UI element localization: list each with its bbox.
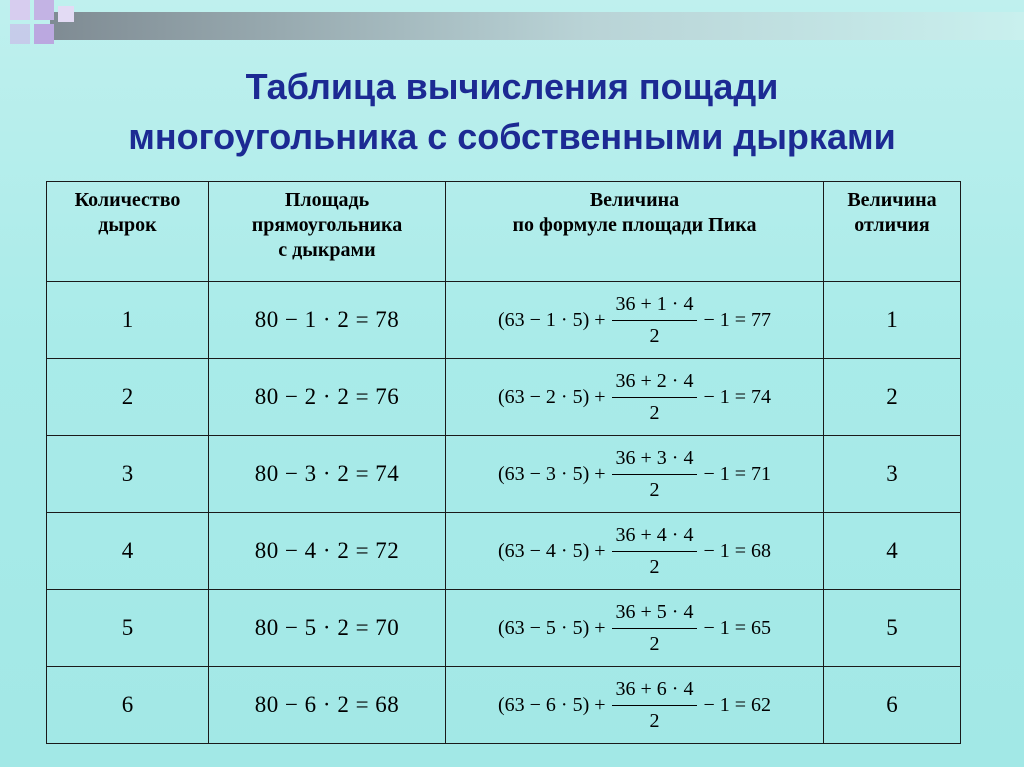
cell-area: 80 − 1 · 2 = 78 — [209, 282, 446, 359]
table-row — [47, 667, 961, 744]
cell-holes: 3 — [47, 436, 209, 513]
table-row — [47, 436, 961, 513]
cell-area: 80 − 5 · 2 = 70 — [209, 590, 446, 667]
slide-title-line-1: Таблица вычисления пощади — [245, 66, 779, 107]
calculation-table — [46, 181, 961, 744]
decor-square — [10, 0, 30, 20]
fraction: $\frac{36 + 4 \cdot 4}{2}$ — [612, 521, 698, 582]
cell-holes: 4 — [47, 513, 209, 590]
cell-pick-formula: (63 − 5 · 5) + $\frac{36 + 5 \cdot 4}{2}$ − 1 = 65 — [446, 590, 824, 667]
header-rectangle-area: Площадь прямоугольника с дыкрами — [209, 182, 446, 282]
cell-area: 80 − 4 · 2 = 72 — [209, 513, 446, 590]
slide-title-line-2: многоугольника с собственными дырками — [128, 116, 896, 157]
cell-pick-formula: (63 − 6 · 5) + $\frac{36 + 6 \cdot 4}{2}$ − 1 = 62 — [446, 667, 824, 744]
header-difference: Величина отличия — [824, 182, 961, 282]
table-row — [47, 359, 961, 436]
decor-square — [10, 24, 30, 44]
table-row — [47, 513, 961, 590]
cell-difference: 4 — [824, 513, 961, 590]
cell-area: 80 − 3 · 2 = 74 — [209, 436, 446, 513]
table-header-row — [47, 182, 961, 282]
header-bar — [50, 12, 1024, 40]
cell-pick-formula: (63 − 2 · 5) + $\frac{36 + 2 \cdot 4}{2}$ − 1 = 74 — [446, 359, 824, 436]
cell-area: 80 − 2 · 2 = 76 — [209, 359, 446, 436]
slide-title — [0, 62, 1024, 162]
table-row — [47, 282, 961, 359]
decor-square — [34, 0, 54, 20]
cell-holes: 5 — [47, 590, 209, 667]
table-row — [47, 590, 961, 667]
fraction: $\frac{36 + 5 \cdot 4}{2}$ — [612, 598, 698, 659]
fraction: $\frac{36 + 1 \cdot 4}{2}$ — [612, 290, 698, 351]
cell-holes: 1 — [47, 282, 209, 359]
fraction: $\frac{36 + 6 \cdot 4}{2}$ — [612, 675, 698, 736]
header-pick-value: Величина по формуле площади Пика — [446, 182, 824, 282]
fraction: $\frac{36 + 3 \cdot 4}{2}$ — [612, 444, 698, 505]
cell-pick-formula: (63 − 4 · 5) + $\frac{36 + 4 \cdot 4}{2}$ − 1 = 68 — [446, 513, 824, 590]
cell-difference: 3 — [824, 436, 961, 513]
decor-square — [34, 24, 54, 44]
cell-difference: 1 — [824, 282, 961, 359]
cell-difference: 2 — [824, 359, 961, 436]
cell-difference: 5 — [824, 590, 961, 667]
decor-square — [58, 6, 74, 22]
cell-difference: 6 — [824, 667, 961, 744]
slide-header-decoration — [0, 0, 1024, 60]
fraction: $\frac{36 + 2 \cdot 4}{2}$ — [612, 367, 698, 428]
cell-area: 80 − 6 · 2 = 68 — [209, 667, 446, 744]
cell-pick-formula: (63 − 3 · 5) + $\frac{36 + 3 \cdot 4}{2}$ − 1 = 71 — [446, 436, 824, 513]
header-holes-count: Количество дырок — [47, 182, 209, 282]
cell-pick-formula: (63 − 1 · 5) + $\frac{36 + 1 \cdot 4}{2}$ − 1 = 77 — [446, 282, 824, 359]
cell-holes: 6 — [47, 667, 209, 744]
cell-holes: 2 — [47, 359, 209, 436]
